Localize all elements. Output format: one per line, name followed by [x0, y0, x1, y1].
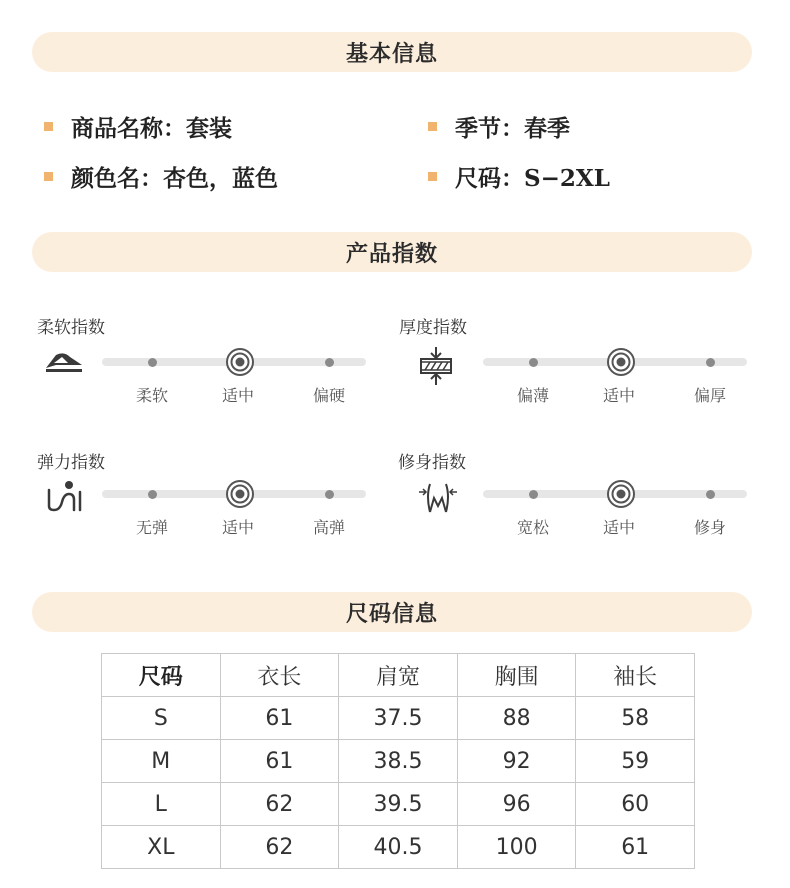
- softness-icon: [44, 343, 84, 383]
- table-cell: S: [102, 697, 221, 740]
- elasticity-track: [102, 490, 366, 498]
- table-cell: 62: [220, 783, 339, 826]
- table-cell: 37.5: [339, 697, 458, 740]
- selected-marker-icon: [225, 347, 255, 377]
- info-size-range: 尺码：S−2XL: [428, 161, 610, 191]
- table-cell: 61: [576, 826, 695, 869]
- option-label-selected: 适中: [221, 386, 254, 405]
- option-label: 偏薄: [516, 386, 549, 405]
- section-title: 尺码信息: [345, 600, 438, 627]
- table-header-cell: 胸围: [457, 654, 576, 697]
- table-cell: 39.5: [339, 783, 458, 826]
- index-title: 修身指数: [398, 453, 466, 473]
- thickness-icon: [416, 346, 456, 386]
- softness-track: [102, 358, 366, 366]
- elasticity-icon: [44, 476, 84, 516]
- table-cell: 58: [576, 697, 695, 740]
- option-label: 修身: [693, 518, 726, 537]
- table-cell: L: [102, 783, 221, 826]
- bullet-icon: [44, 122, 53, 131]
- option-label: 高弹: [312, 518, 345, 537]
- table-header-cell: 衣长: [220, 654, 339, 697]
- bullet-icon: [428, 172, 437, 181]
- track-dot: [529, 358, 538, 367]
- table-header-cell: 袖长: [576, 654, 695, 697]
- track-dot: [325, 490, 334, 499]
- bullet-icon: [428, 122, 437, 131]
- track-dot: [706, 490, 715, 499]
- option-label: 偏厚: [693, 386, 726, 405]
- selected-marker-icon: [606, 479, 636, 509]
- option-label: 柔软: [135, 386, 168, 405]
- size-table: [101, 653, 695, 869]
- table-cell: 62: [220, 826, 339, 869]
- option-label-selected: 适中: [221, 518, 254, 537]
- info-color-name: 颜色名：杏色，蓝色: [44, 161, 278, 191]
- table-row: [102, 740, 695, 783]
- index-title: 弹力指数: [37, 453, 105, 473]
- table-cell: 59: [576, 740, 695, 783]
- track-dot: [148, 490, 157, 499]
- table-cell: 88: [457, 697, 576, 740]
- option-label: 宽松: [516, 518, 549, 537]
- section-title: 基本信息: [345, 40, 438, 67]
- fit-track: [483, 490, 747, 498]
- table-cell: 100: [457, 826, 576, 869]
- option-label-selected: 适中: [602, 518, 635, 537]
- table-cell: 38.5: [339, 740, 458, 783]
- thickness-track: [483, 358, 747, 366]
- table-cell: 40.5: [339, 826, 458, 869]
- bullet-icon: [44, 172, 53, 181]
- table-row: [102, 783, 695, 826]
- table-cell: 60: [576, 783, 695, 826]
- table-header-cell: 肩宽: [339, 654, 458, 697]
- table-row: [102, 826, 695, 869]
- selected-marker-icon: [606, 347, 636, 377]
- option-label: 无弹: [135, 518, 168, 537]
- table-cell: M: [102, 740, 221, 783]
- table-row: [102, 697, 695, 740]
- table-cell: XL: [102, 826, 221, 869]
- track-dot: [529, 490, 538, 499]
- section-header-product-index: [32, 232, 752, 272]
- selected-marker-icon: [225, 479, 255, 509]
- table-cell: 92: [457, 740, 576, 783]
- table-cell: 96: [457, 783, 576, 826]
- track-dot: [706, 358, 715, 367]
- table-header-row: [102, 654, 695, 697]
- option-label: 偏硬: [312, 386, 345, 405]
- option-label-selected: 适中: [602, 386, 635, 405]
- section-header-basic-info: [32, 32, 752, 72]
- fit-icon: [418, 476, 458, 516]
- index-title: 厚度指数: [399, 318, 467, 338]
- section-title: 产品指数: [345, 240, 438, 267]
- table-header-cell: 尺码: [102, 654, 221, 697]
- table-cell: 61: [220, 697, 339, 740]
- table-cell: 61: [220, 740, 339, 783]
- index-title: 柔软指数: [37, 318, 105, 338]
- section-header-size-info: [32, 592, 752, 632]
- track-dot: [148, 358, 157, 367]
- track-dot: [325, 358, 334, 367]
- info-product-name: 商品名称：套装: [44, 111, 232, 141]
- info-season: 季节：春季: [428, 111, 570, 141]
